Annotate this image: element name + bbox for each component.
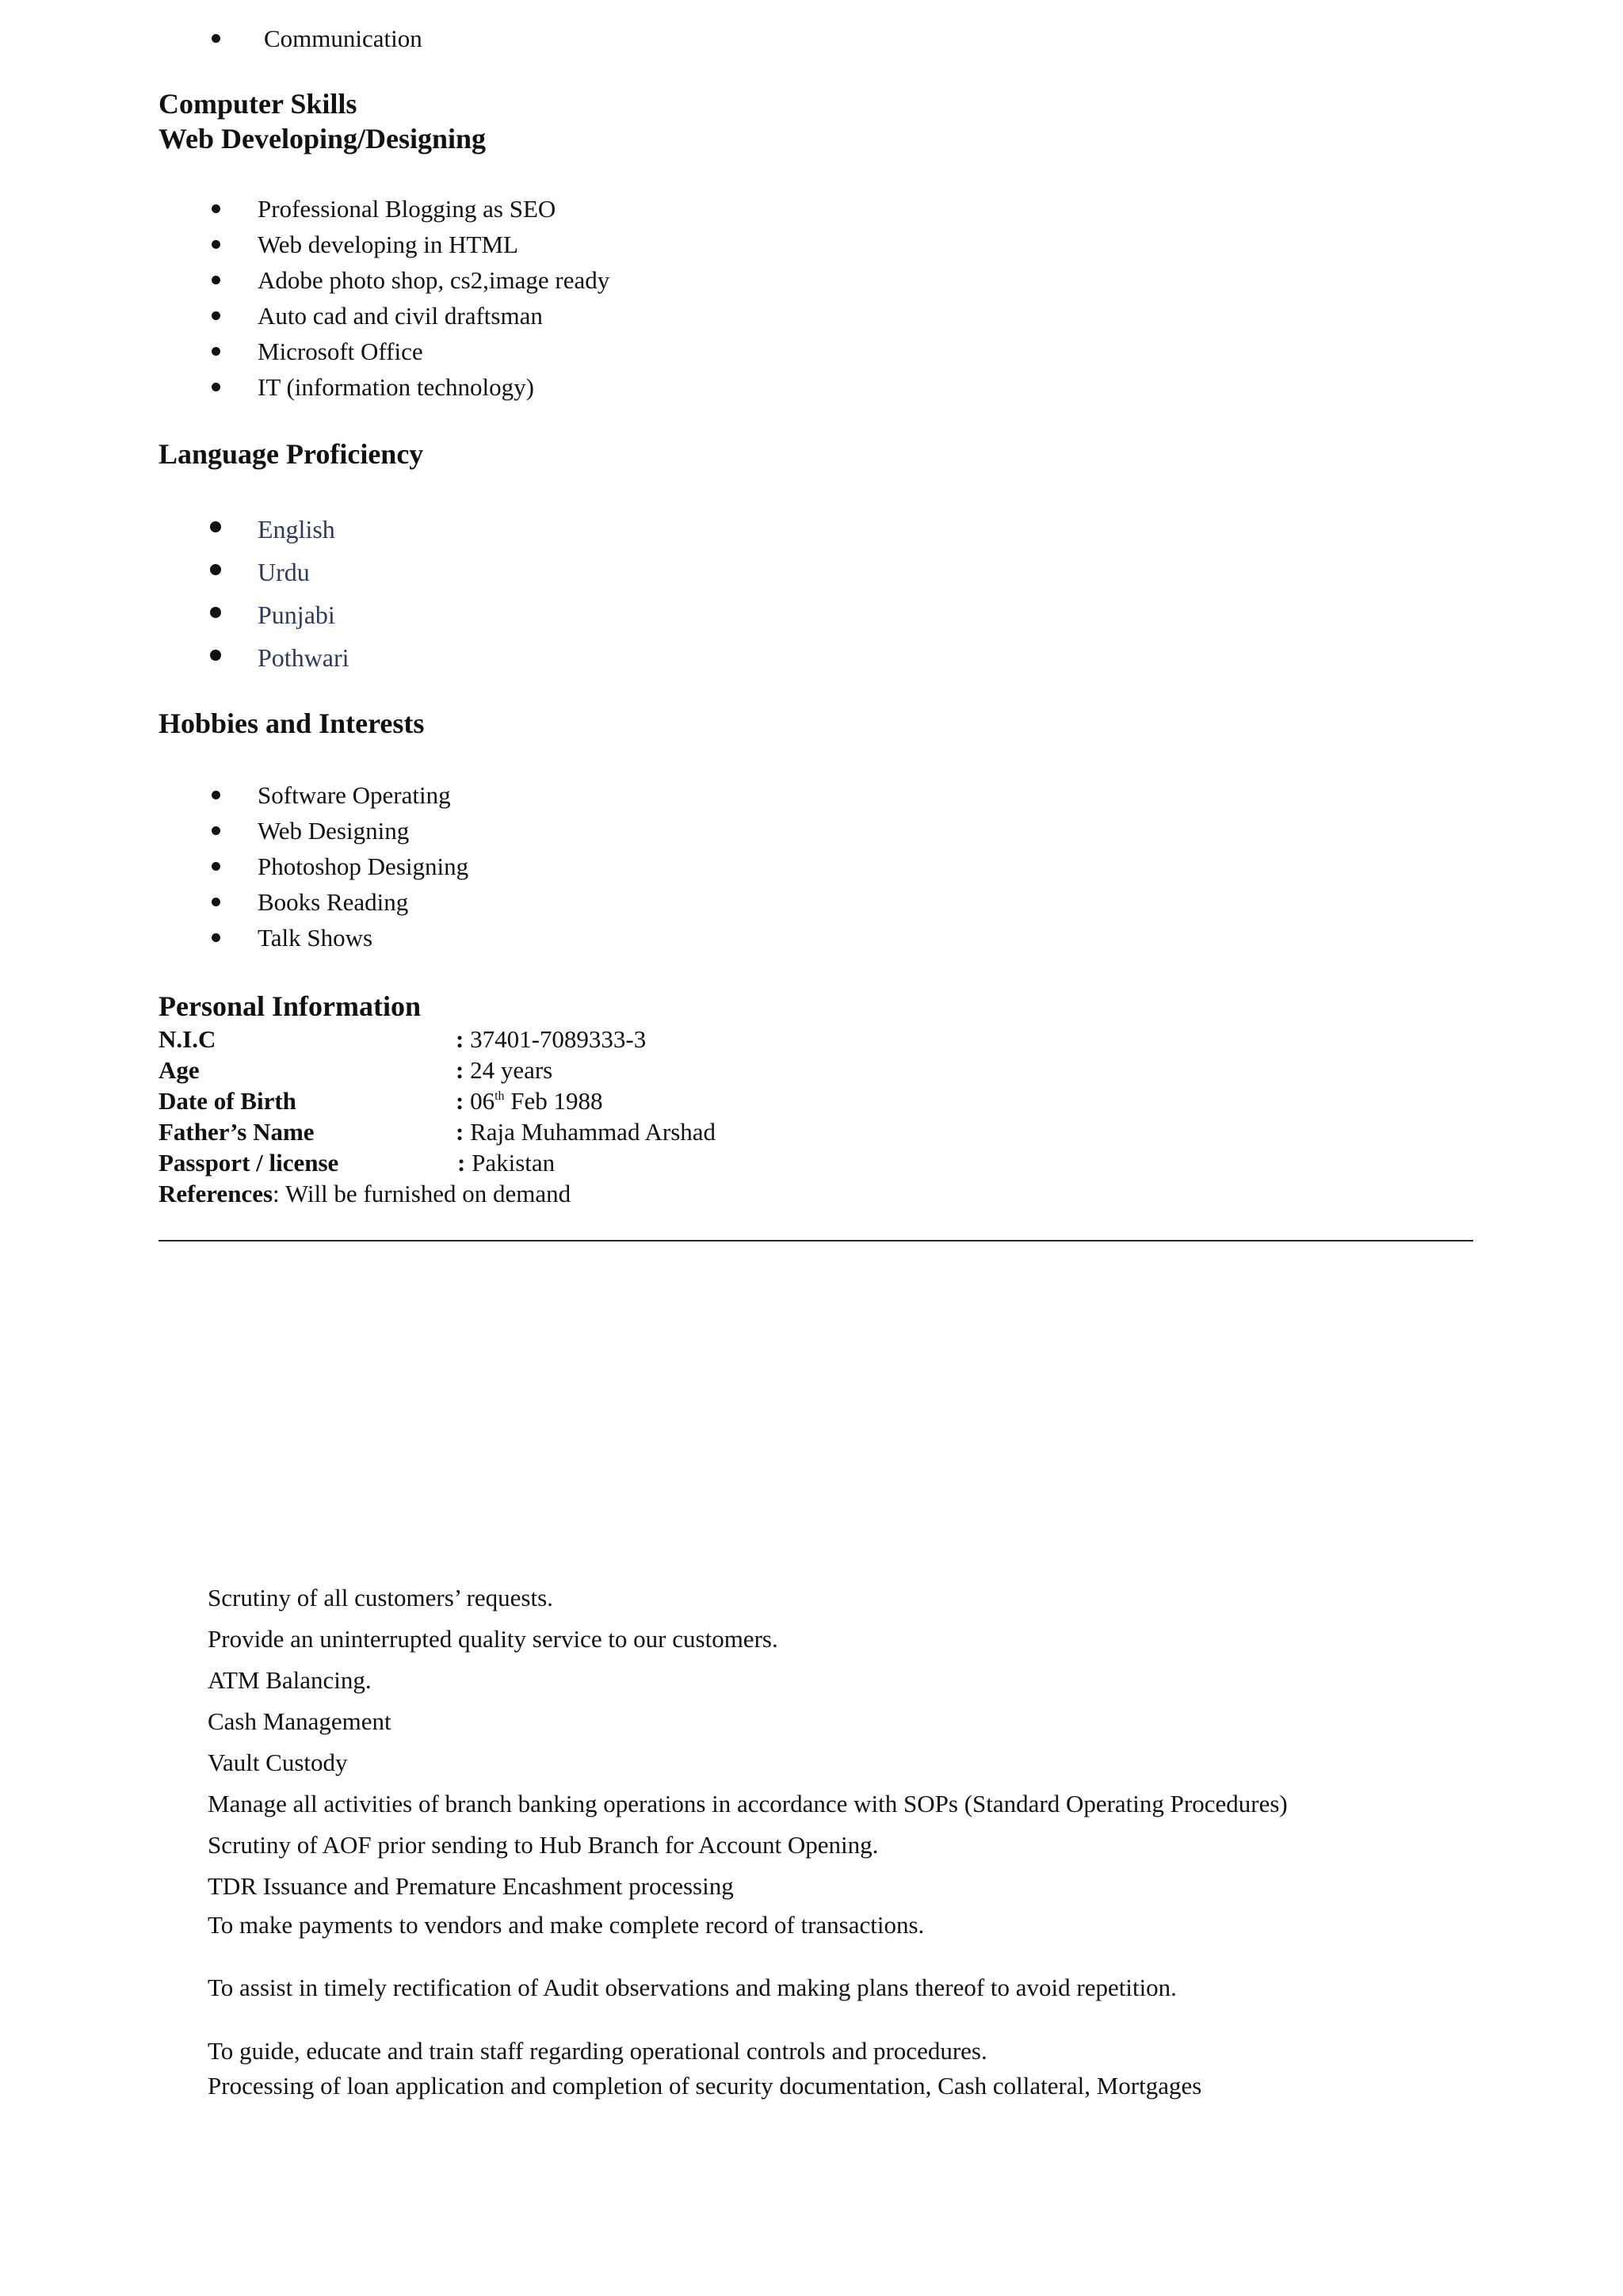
duty-line: Manage all activities of branch banking operations in accordance with SOPs (Standard Operating Procedures) <box>208 1790 1288 1817</box>
bullet <box>212 791 220 799</box>
duty-line: ATM Balancing. <box>208 1666 372 1694</box>
father-name-value: : Raja Muhammad Arshad <box>456 1118 716 1146</box>
bullet <box>212 276 220 284</box>
bullet <box>210 564 221 575</box>
age-value: : 24 years <box>456 1056 553 1084</box>
hobby-item: Talk Shows <box>258 924 373 952</box>
nic-value: : 37401-7089333-3 <box>456 1025 647 1053</box>
hobbies-heading: Hobbies and Interests <box>158 707 425 739</box>
computer-skills-heading: Computer Skills <box>158 88 357 120</box>
bullet <box>212 347 220 356</box>
bullet <box>212 933 220 942</box>
duty-line: To guide, educate and train staff regarding operational controls and procedures. <box>208 2037 987 2065</box>
hobby-item: Web Designing <box>258 817 410 845</box>
skill-item: Auto cad and civil draftsman <box>258 302 543 330</box>
passport-label: Passport / license <box>158 1149 339 1177</box>
hobby-item: Software Operating <box>258 781 451 809</box>
skill-item: Adobe photo shop, cs2,image ready <box>258 266 610 294</box>
dob-label: Date of Birth <box>158 1087 296 1115</box>
skill-item: Microsoft Office <box>258 338 423 365</box>
references-line: References: Will be furnished on demand <box>158 1180 571 1207</box>
personal-info-heading: Personal Information <box>158 990 421 1022</box>
bullet <box>212 898 220 906</box>
skill-item: Professional Blogging as SEO <box>258 195 556 223</box>
duty-line: Scrutiny of all customers’ requests. <box>208 1584 553 1611</box>
language-heading: Language Proficiency <box>158 438 424 470</box>
skill-item: Web developing in HTML <box>258 231 518 258</box>
bullet <box>210 521 221 532</box>
hobby-item: Photoshop Designing <box>258 852 469 880</box>
bullet <box>212 240 220 249</box>
skill-item: IT (information technology) <box>258 373 534 401</box>
language-item: Pothwari <box>258 643 349 672</box>
top-list-item: Communication <box>264 25 422 52</box>
language-item: English <box>258 515 335 543</box>
hobby-item: Books Reading <box>258 888 409 916</box>
duty-line: Processing of loan application and completion of security documentation, Cash collateral, Mortgages <box>208 2072 1202 2100</box>
bullet <box>212 311 220 320</box>
bullet <box>212 826 220 835</box>
language-item: Punjabi <box>258 601 335 629</box>
duty-line: Vault Custody <box>208 1749 348 1776</box>
duty-line: To assist in timely rectification of Audit observations and making plans thereof to avoid repetition. <box>208 1974 1177 2001</box>
nic-label: N.I.C <box>158 1025 216 1053</box>
bullet <box>212 862 220 871</box>
duty-line: TDR Issuance and Premature Encashment processing <box>208 1872 734 1900</box>
age-label: Age <box>158 1056 200 1084</box>
duty-line: Scrutiny of AOF prior sending to Hub Branch for Account Opening. <box>208 1831 879 1859</box>
duty-line: Provide an uninterrupted quality service to our customers. <box>208 1625 778 1653</box>
language-item: Urdu <box>258 558 310 586</box>
dob-value: : 06th Feb 1988 <box>456 1087 603 1115</box>
father-name-label: Father’s Name <box>158 1118 315 1146</box>
bullet <box>212 34 220 43</box>
bullet <box>210 650 221 661</box>
horizontal-rule <box>158 1240 1473 1241</box>
bullet <box>212 204 220 213</box>
duty-line: To make payments to vendors and make complete record of transactions. <box>208 1911 925 1939</box>
bullet <box>210 607 221 618</box>
web-developing-subheading: Web Developing/Designing <box>158 123 487 154</box>
bullet <box>212 383 220 391</box>
passport-value: : Pakistan <box>457 1149 556 1177</box>
duty-line: Cash Management <box>208 1707 391 1735</box>
